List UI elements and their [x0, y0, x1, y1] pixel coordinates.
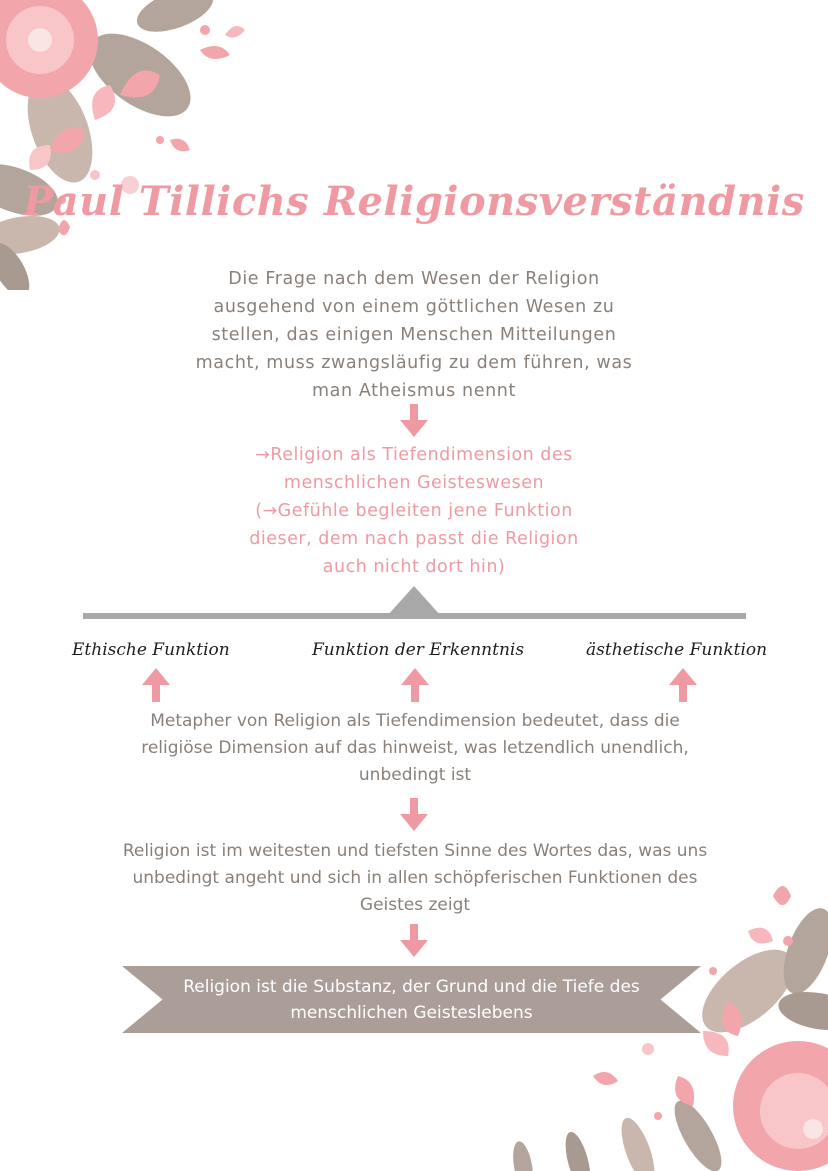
- definition-line: unbedingt angeht und sich in allen schöpferischen Funktionen des: [132, 868, 698, 888]
- intro-line: macht, muss zwangsläufig zu dem führen, was: [195, 353, 633, 373]
- religion-depth-note: [190, 441, 638, 581]
- note-line: →Religion als Tiefendimension des: [255, 445, 573, 465]
- arrow-down-icon: [399, 404, 429, 438]
- floral-decoration-top-left-icon: [0, 0, 280, 290]
- ethical-function-label: Ethische Funktion: [72, 640, 230, 660]
- note-line: dieser, dem nach passt die Religion: [249, 529, 579, 549]
- definition-line: Geistes zeigt: [359, 895, 471, 915]
- definition-line: Religion ist im weitesten und tiefsten Sinne des Wortes das, was uns: [122, 841, 708, 861]
- page-title: Paul Tillichs Religionsverständnis: [23, 178, 805, 225]
- note-line: (→Gefühle begleiten jene Funktion: [255, 501, 573, 521]
- intro-line: stellen, das einigen Menschen Mitteilungen: [211, 325, 617, 345]
- note-line: menschlichen Geisteswesen: [283, 473, 545, 493]
- arrow-up-icon: [668, 668, 698, 702]
- metaphor-line: unbedingt ist: [358, 765, 472, 785]
- arrow-up-icon: [141, 668, 171, 702]
- intro-line: ausgehend von einem göttlichen Wesen zu: [213, 297, 615, 317]
- metaphor-line: Metapher von Religion als Tiefendimension bedeutet, dass die: [150, 711, 680, 731]
- knowledge-function-label: Funktion der Erkenntnis: [312, 640, 525, 660]
- arrow-up-icon: [400, 668, 430, 702]
- intro-paragraph: [150, 265, 678, 405]
- arrow-down-icon: [399, 924, 429, 958]
- divider-line: [83, 613, 746, 619]
- aesthetic-function-label: ästhetische Funktion: [586, 640, 768, 660]
- arrow-down-icon: [399, 798, 429, 832]
- metaphor-line: religiöse Dimension auf das hinweist, was letzendlich unendlich,: [141, 738, 689, 758]
- intro-line: Die Frage nach dem Wesen der Religion: [228, 269, 600, 289]
- note-line: auch nicht dort hin): [322, 557, 506, 577]
- intro-line: man Atheismus nennt: [312, 381, 516, 401]
- conclusion-banner-text: [122, 974, 701, 1026]
- banner-line: menschlichen Geisteslebens: [290, 1003, 533, 1023]
- divider-triangle: [387, 586, 441, 616]
- religion-definition-paragraph: [70, 838, 760, 919]
- metaphor-paragraph: [90, 708, 740, 789]
- banner-line: Religion ist die Substanz, der Grund und die Tiefe des: [183, 977, 640, 997]
